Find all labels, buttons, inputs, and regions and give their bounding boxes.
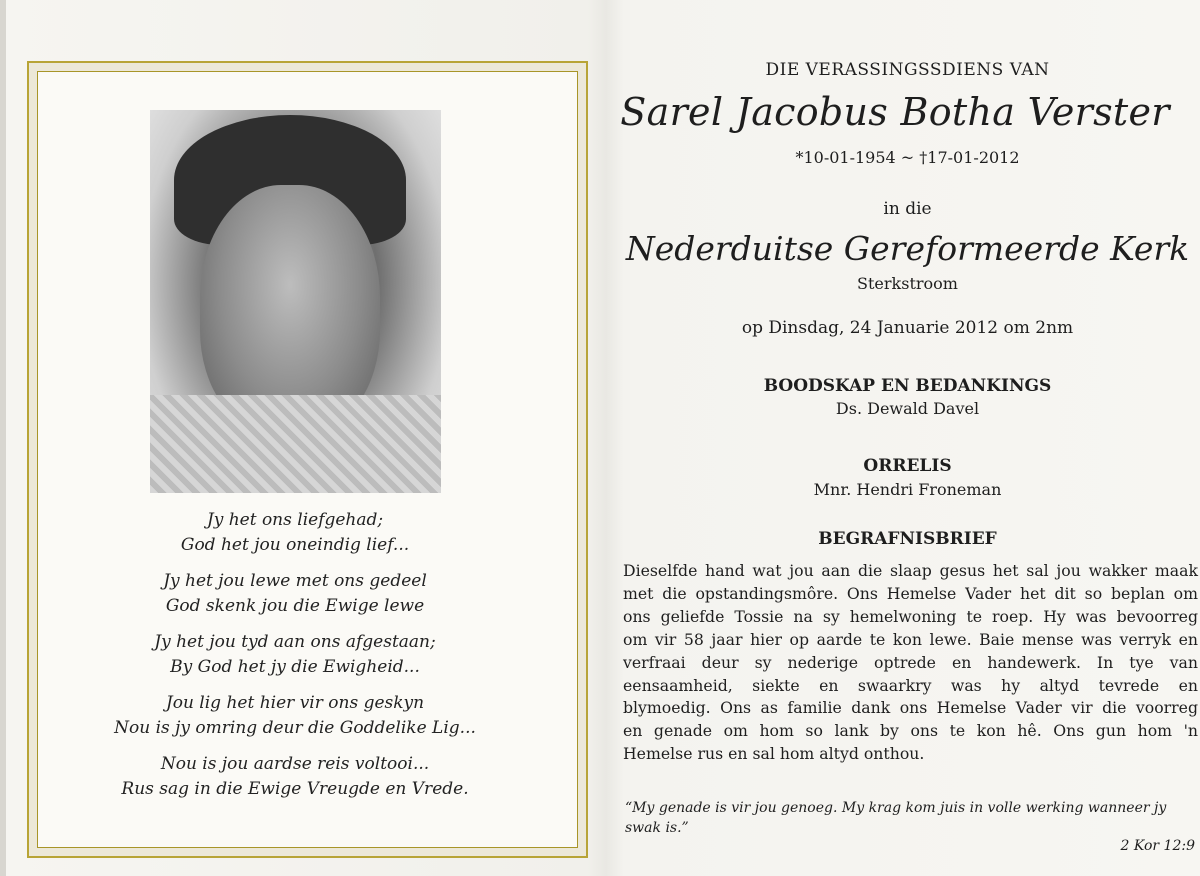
church-name: Nederduitse Gereformeerde Kerk [625, 229, 1190, 268]
in-die-text: in die [883, 199, 932, 219]
poem-stanza [95, 630, 495, 679]
life-dates: *10-01-1954 ~ †17-01-2012 [795, 148, 1020, 167]
poem-line: Jou lig het hier vir ons geskyn [165, 693, 425, 713]
boodskap-person: Ds. Dewald Davel [835, 399, 980, 418]
memorial-poem [95, 508, 495, 813]
bible-verse: “My genade is vir jou genoeg. My krag kom juis in volle werking wanneer jy swak is.” [625, 800, 1167, 836]
letter-line: Dieselfde hand wat jou aan die slaap gesus het sal jou wakker maak [623, 561, 1198, 580]
boodskap-heading: BOODSKAP EN BEDANKINGS [763, 376, 1052, 396]
orrelis-heading: ORRELIS [863, 456, 952, 476]
poem-line: Nou is jou aardse reis voltooi... [160, 754, 430, 774]
poem-stanza [95, 752, 495, 801]
poem-line: God skenk jou die Ewige lewe [165, 595, 425, 616]
poem-line: Jy het ons liefgehad; [206, 510, 384, 530]
poem-line: Rus sag in die Ewige Vreugde en Vrede. [121, 778, 469, 799]
town-name: Sterkstroom [857, 274, 958, 293]
orrelis-person: Mnr. Hendri Froneman [813, 480, 1002, 499]
begrafnisbrief-heading: BEGRAFNISBRIEF [818, 529, 997, 549]
page-edge [0, 0, 6, 876]
portrait-shirt [150, 395, 441, 493]
deceased-name: Sarel Jacobus Botha Verster [620, 90, 1170, 134]
letter-line: eensaamheid, siekte en swaarkry was hy altyd tevrede en [623, 675, 1198, 695]
service-pretitle: DIE VERASSINGSSDIENS VAN [765, 60, 1050, 80]
service-date-time: op Dinsdag, 24 Januarie 2012 om 2nm [741, 318, 1074, 338]
poem-line: By God het jy die Ewigheid... [170, 656, 420, 677]
letter-line: Hemelse rus en sal hom altyd onthou. [623, 744, 925, 764]
letter-line: om vir 58 jaar hier op aarde te kon lewe. Baie mense was verryk en [623, 629, 1198, 649]
letter-line: blymoedig. Ons as familie dank ons Hemelse Vader vir die voorreg [623, 698, 1198, 718]
funeral-letter [623, 560, 1198, 766]
poem-stanza [95, 691, 495, 740]
verse-reference: 2 Kor 12:9 [1120, 838, 1195, 854]
letter-line: ons geliefde Tossie na sy hemelwoning te roep. Hy was bevoorreg [623, 606, 1198, 626]
poem-line: Jy het jou lewe met ons gedeel [163, 571, 427, 591]
letter-line: en genade om hom so lank by ons te kon hê. Ons gun hom 'n [623, 721, 1198, 741]
poem-stanza [95, 569, 495, 618]
poem-stanza [95, 508, 495, 557]
letter-line: met die opstandingsmôre. Ons Hemelse Vader het dit so beplan om [623, 583, 1198, 603]
letter-line: verfraai deur sy nederige optrede en handewerk. In tye van [623, 652, 1198, 672]
poem-line: Nou is jy omring deur die Goddelike Lig... [114, 717, 476, 738]
poem-line: God het jou oneindig lief... [180, 534, 410, 555]
poem-line: Jy het jou tyd aan ons afgestaan; [154, 632, 436, 652]
